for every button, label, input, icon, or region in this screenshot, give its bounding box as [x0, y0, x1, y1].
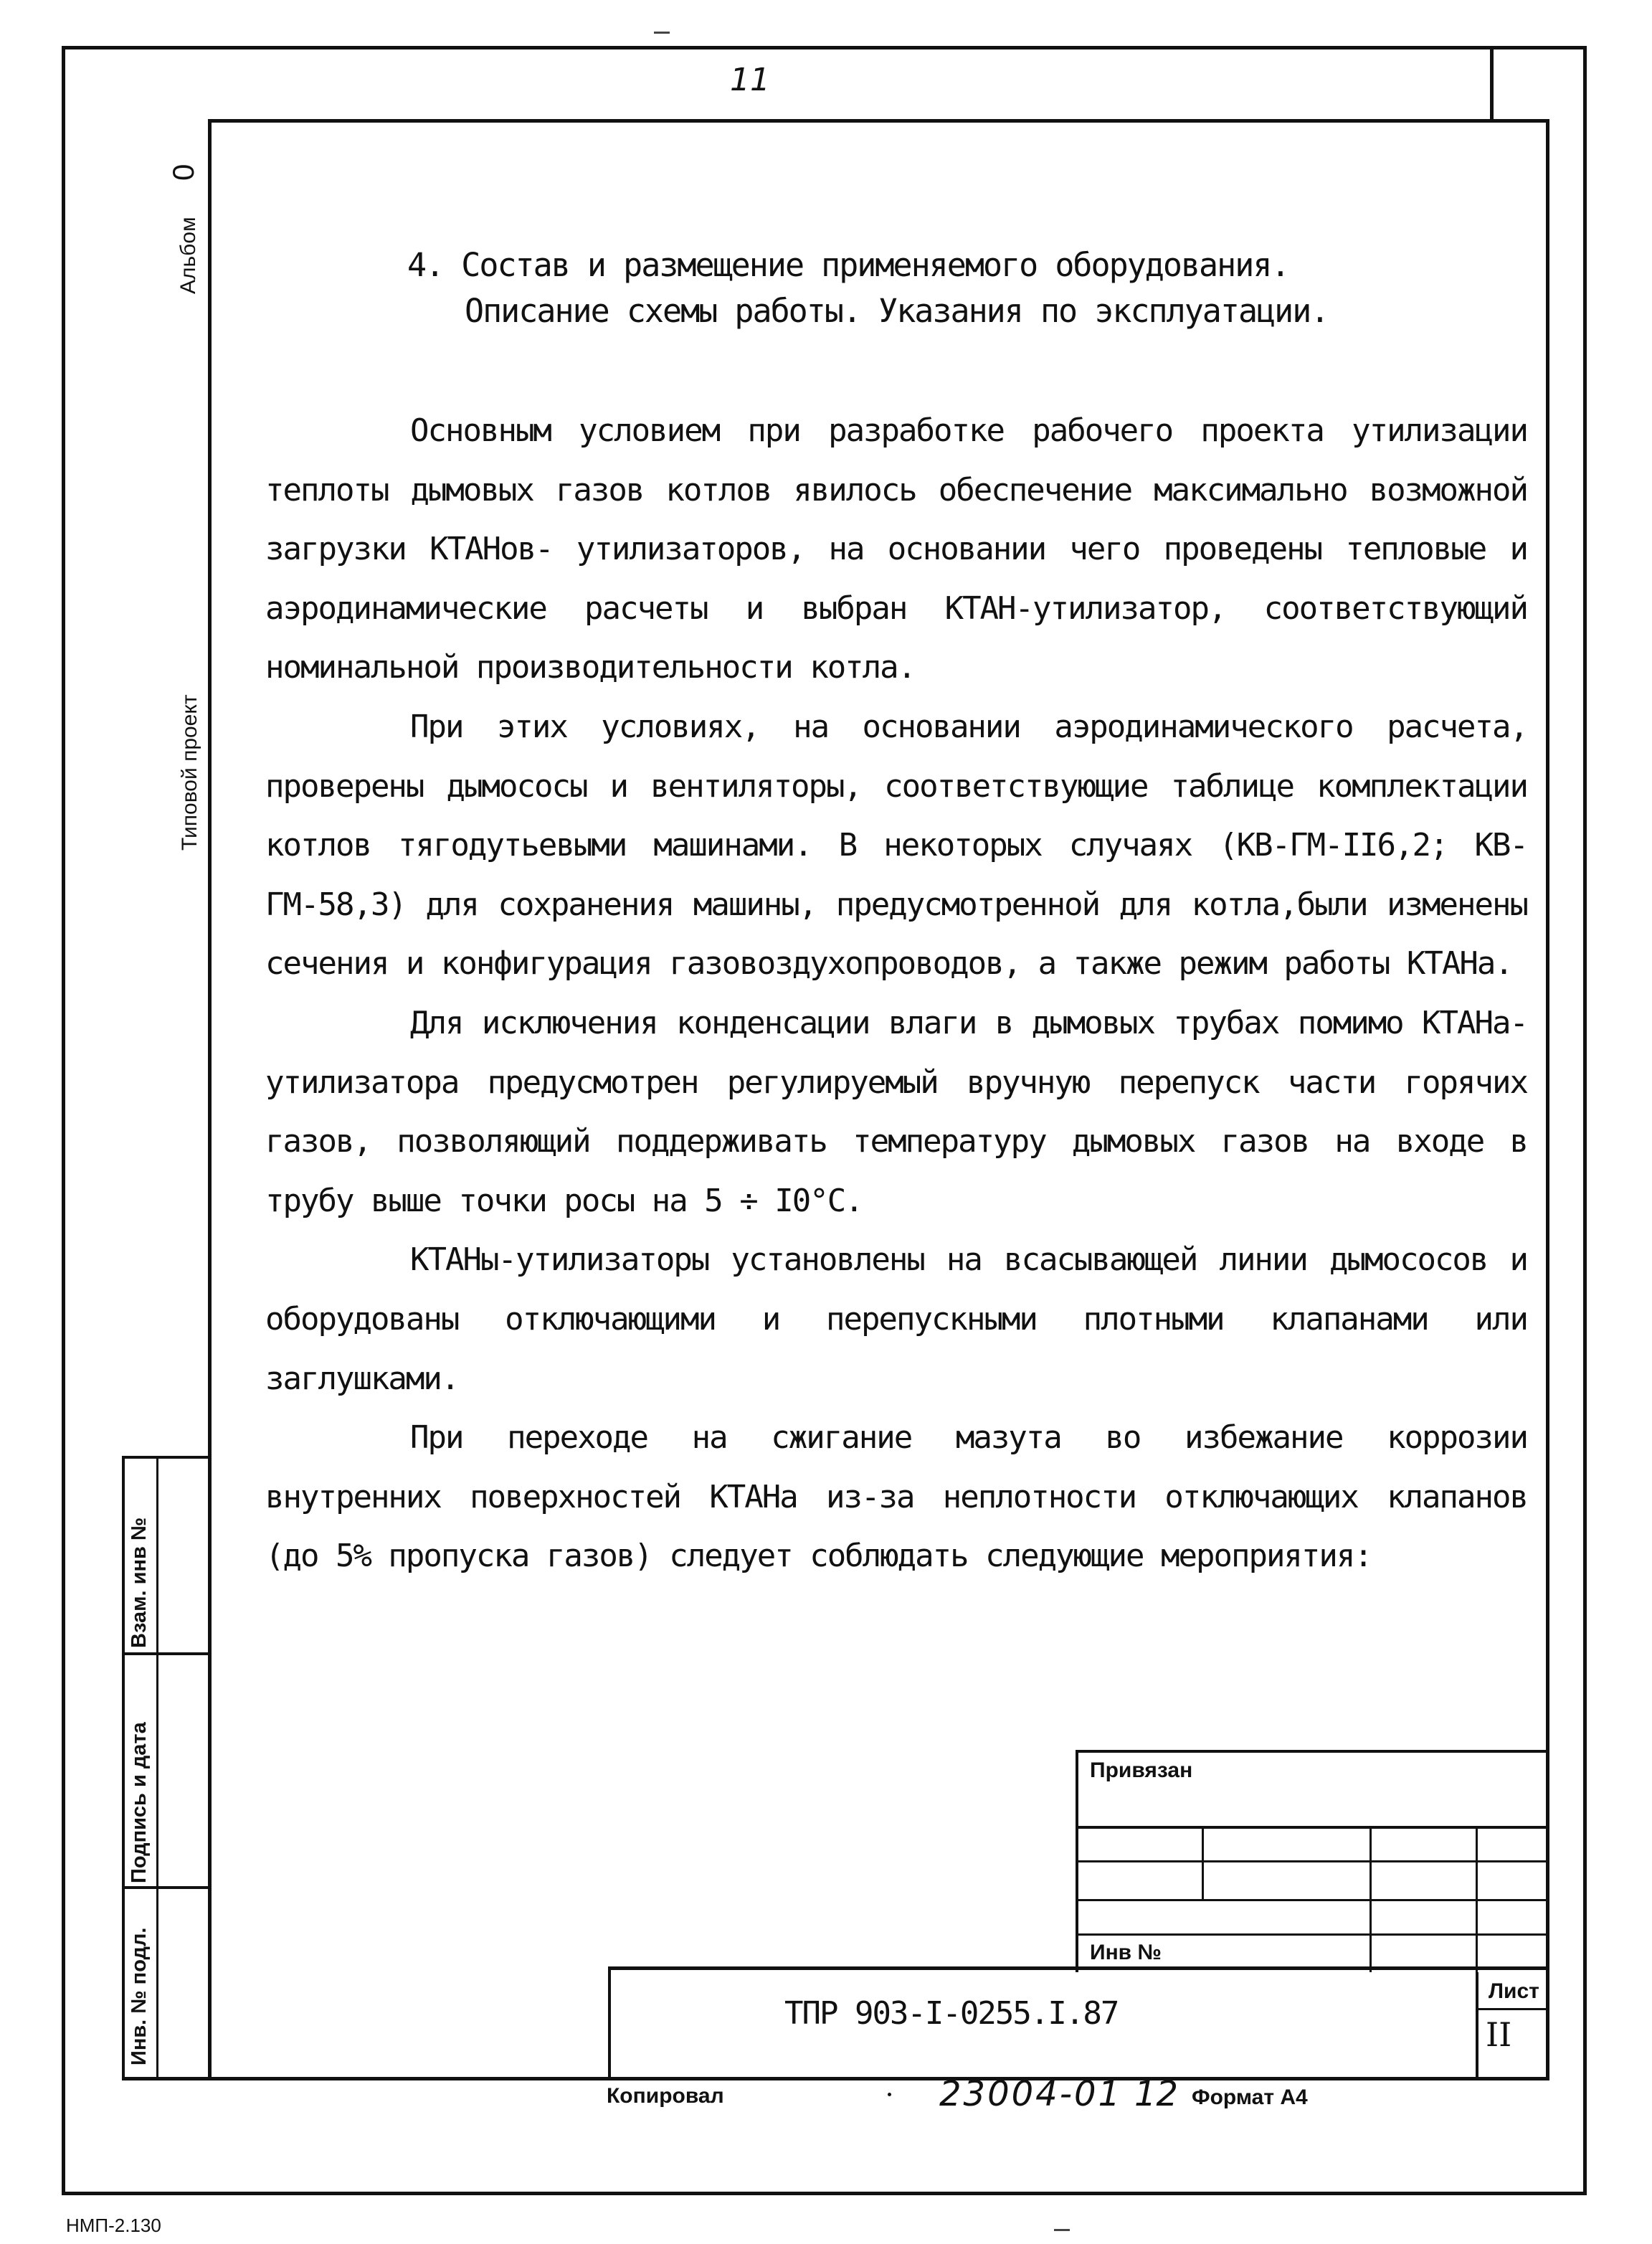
album-value: 0	[166, 164, 200, 181]
stamp-inv-podl: Инв. № подл.	[128, 1927, 151, 2065]
order-sheet: 12	[1134, 2074, 1179, 2114]
code-box-top	[608, 1966, 1549, 1970]
stamp-row-divider-2	[122, 1886, 211, 1889]
code-box-left	[608, 1966, 611, 2080]
footer-dot	[888, 2093, 891, 2096]
inner-frame-top	[208, 119, 1549, 123]
stamp-row-divider-1	[122, 1652, 211, 1655]
section-heading	[407, 242, 1328, 334]
body-text	[265, 402, 1527, 1586]
corner-divider	[1490, 46, 1494, 120]
outer-frame-bottom	[62, 2192, 1587, 2195]
scan-mark-bottom	[1054, 2229, 1070, 2231]
bound-col-2	[1369, 1826, 1372, 1972]
stamp-signature-date: Подпись и дата	[128, 1722, 151, 1883]
outer-frame-left	[62, 46, 65, 2195]
inner-frame-right	[1546, 119, 1549, 2080]
project-type-label: Типовой проект	[178, 694, 201, 851]
stamp-box-left	[122, 1456, 125, 2080]
scan-mark-top	[654, 32, 670, 34]
paragraph-2: При этих условиях, на основании аэродинамического расчета, проверены дымососы и вентиляторы, соответствующие таблице комплектации котлов тягодутьевыми машинами. В некоторых случаях (КВ-ГМ-II6,2; КВ-ГМ-58,3) для сохранения машины, предусмотренной для котла,были изменены сечения и конфигурация газовоздухопроводов, а также режим работы КТАНа.	[265, 708, 1527, 983]
paragraph-5: При переходе на сжигание мазута во избежание коррозии внутренних поверхностей КТАНа из-за неплотности отключающих клапанов (до 5% пропуска газов) следует соблюдать следующие мероприятия:	[265, 1419, 1527, 1575]
bound-col-1	[1202, 1826, 1204, 1900]
stamp-vzam-inv: Взам. инв №	[128, 1517, 151, 1648]
bound-row-1	[1076, 1826, 1549, 1829]
paragraph-4: КТАНы-утилизаторы установлены на всасывающей линии дымососов и оборудованы отключающими и перепускными плотными клапанами или заглушками.	[265, 1241, 1527, 1397]
stamp-col-divider	[156, 1456, 158, 2080]
sheet-label: Лист	[1489, 1979, 1539, 2003]
album-label: Альбом	[176, 217, 200, 294]
bound-box-top	[1076, 1750, 1549, 1753]
document-code: ТПР 903-I-0255.I.87	[784, 1995, 1119, 2032]
bound-label: Привязан	[1090, 1758, 1193, 1782]
outer-frame-right	[1583, 46, 1587, 2195]
paragraph-1: Основным условием при разработке рабочего проекта утилизации теплоты дымовых газов котлов явилось обеспечение максимально возможной загрузки КТАНов- утилизаторов, на основании чего проведены тепловые и аэродинамические расчеты и выбран КТАН-утилизатор, соответствующий номинальной производительности котла.	[265, 412, 1527, 686]
form-code: НМП-2.130	[66, 2215, 161, 2236]
stamp-box-top	[122, 1456, 211, 1459]
inner-frame-left	[208, 119, 212, 2080]
paragraph-3: Для исключения конденсации влаги в дымовых трубах помимо КТАНа-утилизатора предусмотрен регулируемый вручную перепуск части горячих газов, позволяющий поддерживать температуру дымовых газов на входе в трубу выше точки росы на 5 ÷ I0°С.	[265, 1004, 1527, 1219]
inner-frame-bottom	[122, 2077, 1549, 2080]
inv-label: Инв №	[1090, 1941, 1162, 1964]
format-label: Формат А4	[1192, 2086, 1308, 2109]
bound-row-4	[1076, 1933, 1549, 1936]
section-heading-line-1: 4. Состав и размещение применяемого оборудования.	[407, 246, 1289, 284]
outer-frame-top	[62, 46, 1585, 49]
order-number: 23004-01	[939, 2074, 1123, 2114]
sheet-box-left	[1476, 1972, 1478, 2080]
bound-row-2	[1076, 1860, 1549, 1862]
bound-row-3	[1076, 1899, 1549, 1901]
copied-label: Копировал	[607, 2084, 724, 2108]
bound-col-3	[1476, 1826, 1478, 1972]
section-heading-line-2: Описание схемы работы. Указания по эксплуатации.	[465, 292, 1329, 330]
page-number-handwritten: 11	[730, 62, 770, 98]
sheet-number: II	[1486, 2015, 1512, 2054]
sheet-box-divider	[1476, 2008, 1549, 2010]
